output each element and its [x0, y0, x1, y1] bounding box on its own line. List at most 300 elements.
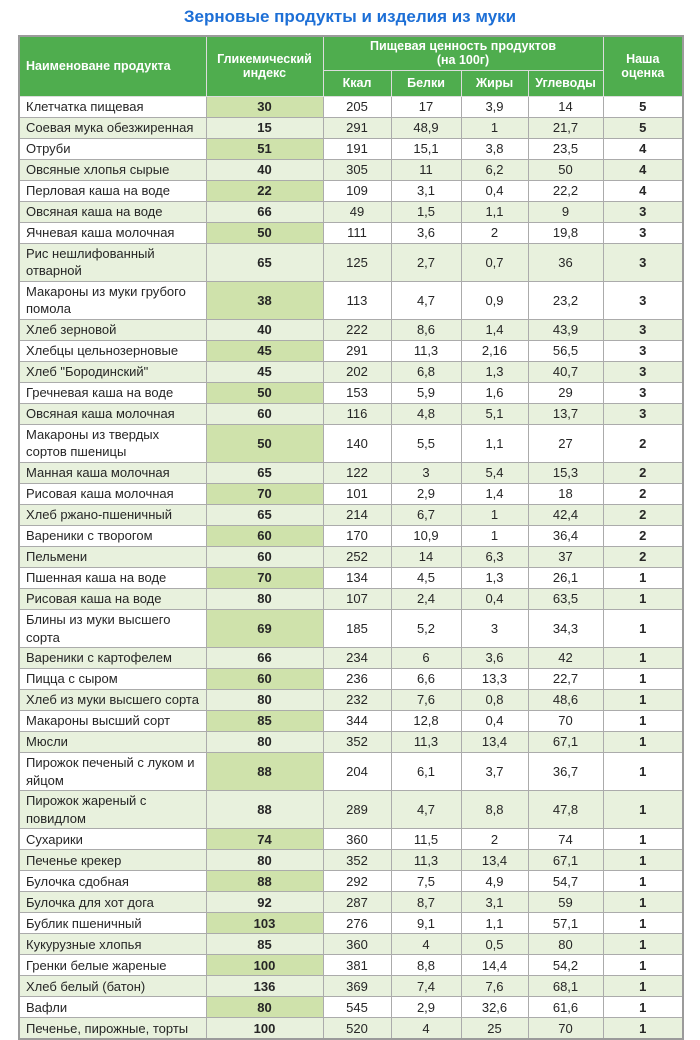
rating-cell: 1: [603, 850, 683, 871]
glycemic-index-cell: 100: [206, 955, 323, 976]
carbs-cell: 50: [528, 159, 603, 180]
carbs-cell: 47,8: [528, 791, 603, 829]
glycemic-index-cell: 45: [206, 361, 323, 382]
product-name-cell: Сухарики: [19, 829, 206, 850]
glycemic-index-cell: 80: [206, 732, 323, 753]
kcal-cell: 352: [323, 850, 391, 871]
table-row: [19, 589, 683, 610]
product-name-cell: Бублик пшеничный: [19, 913, 206, 934]
rating-cell: 1: [603, 791, 683, 829]
table-row: [19, 505, 683, 526]
carbs-cell: 13,7: [528, 403, 603, 424]
table-row: [19, 669, 683, 690]
kcal-cell: 352: [323, 732, 391, 753]
carbs-cell: 42: [528, 648, 603, 669]
rating-cell: 5: [603, 117, 683, 138]
glycemic-index-cell: 92: [206, 892, 323, 913]
carbs-cell: 36: [528, 243, 603, 281]
product-name-cell: Хлеб из муки высшего сорта: [19, 690, 206, 711]
rating-cell: 1: [603, 690, 683, 711]
glycemic-index-cell: 136: [206, 976, 323, 997]
rating-cell: 1: [603, 648, 683, 669]
table-row: [19, 997, 683, 1018]
glycemic-index-cell: 74: [206, 829, 323, 850]
fat-cell: 3,6: [461, 648, 528, 669]
glycemic-index-cell: 22: [206, 180, 323, 201]
table-row: [19, 382, 683, 403]
fat-cell: 0,8: [461, 690, 528, 711]
carbs-cell: 43,9: [528, 319, 603, 340]
kcal-cell: 234: [323, 648, 391, 669]
product-name-cell: Булочка сдобная: [19, 871, 206, 892]
rating-cell: 3: [603, 403, 683, 424]
kcal-cell: 292: [323, 871, 391, 892]
col-header-product: Наименоване продукта: [19, 36, 206, 96]
protein-cell: 7,4: [391, 976, 461, 997]
carbs-cell: 70: [528, 711, 603, 732]
product-name-cell: Печенье, пирожные, торты: [19, 1018, 206, 1040]
col-header-protein: Белки: [391, 70, 461, 96]
table-row: [19, 711, 683, 732]
glycemic-index-cell: 80: [206, 589, 323, 610]
rating-cell: 3: [603, 340, 683, 361]
carbs-cell: 27: [528, 424, 603, 462]
carbs-cell: 36,7: [528, 753, 603, 791]
carbs-cell: 67,1: [528, 850, 603, 871]
protein-cell: 6,8: [391, 361, 461, 382]
kcal-cell: 204: [323, 753, 391, 791]
kcal-cell: 360: [323, 934, 391, 955]
fat-cell: 6,3: [461, 547, 528, 568]
glycemic-index-cell: 50: [206, 382, 323, 403]
protein-cell: 10,9: [391, 526, 461, 547]
kcal-cell: 291: [323, 340, 391, 361]
product-name-cell: Макароны из твердых сортов пшеницы: [19, 424, 206, 462]
product-name-cell: Отруби: [19, 138, 206, 159]
protein-cell: 6: [391, 648, 461, 669]
rating-cell: 1: [603, 589, 683, 610]
glycemic-index-cell: 100: [206, 1018, 323, 1040]
fat-cell: 1,4: [461, 319, 528, 340]
rating-cell: 1: [603, 753, 683, 791]
rating-cell: 1: [603, 976, 683, 997]
rating-cell: 1: [603, 669, 683, 690]
kcal-cell: 116: [323, 403, 391, 424]
glycemic-index-cell: 60: [206, 403, 323, 424]
fat-cell: 32,6: [461, 997, 528, 1018]
fat-cell: 4,9: [461, 871, 528, 892]
kcal-cell: 305: [323, 159, 391, 180]
rating-cell: 1: [603, 997, 683, 1018]
product-name-cell: Пирожок жареный с повидлом: [19, 791, 206, 829]
rating-cell: 1: [603, 610, 683, 648]
protein-cell: 48,9: [391, 117, 461, 138]
table-row: [19, 201, 683, 222]
fat-cell: 6,2: [461, 159, 528, 180]
rating-cell: 1: [603, 711, 683, 732]
kcal-cell: 344: [323, 711, 391, 732]
protein-cell: 8,8: [391, 955, 461, 976]
kcal-cell: 545: [323, 997, 391, 1018]
carbs-cell: 23,5: [528, 138, 603, 159]
protein-cell: 4,7: [391, 791, 461, 829]
rating-cell: 1: [603, 568, 683, 589]
rating-cell: 2: [603, 547, 683, 568]
col-header-rating: Наша оценка: [603, 36, 683, 96]
table-row: [19, 340, 683, 361]
product-name-cell: Соевая мука обезжиренная: [19, 117, 206, 138]
fat-cell: 1,3: [461, 568, 528, 589]
rating-cell: 2: [603, 526, 683, 547]
table-body: [19, 96, 683, 1039]
protein-cell: 9,1: [391, 913, 461, 934]
col-header-kcal: Ккал: [323, 70, 391, 96]
table-row: [19, 361, 683, 382]
product-name-cell: Ячневая каша молочная: [19, 222, 206, 243]
product-name-cell: Гренки белые жареные: [19, 955, 206, 976]
kcal-cell: 214: [323, 505, 391, 526]
kcal-cell: 122: [323, 463, 391, 484]
glycemic-index-cell: 66: [206, 648, 323, 669]
rating-cell: 4: [603, 180, 683, 201]
carbs-cell: 74: [528, 829, 603, 850]
product-name-cell: Хлеб ржано-пшеничный: [19, 505, 206, 526]
fat-cell: 13,4: [461, 850, 528, 871]
fat-cell: 1,4: [461, 484, 528, 505]
glycemic-index-cell: 88: [206, 753, 323, 791]
product-name-cell: Хлеб "Бородинский": [19, 361, 206, 382]
protein-cell: 7,5: [391, 871, 461, 892]
protein-cell: 6,1: [391, 753, 461, 791]
fat-cell: 3,1: [461, 892, 528, 913]
protein-cell: 8,7: [391, 892, 461, 913]
product-name-cell: Гречневая каша на воде: [19, 382, 206, 403]
rating-cell: 3: [603, 361, 683, 382]
fat-cell: 25: [461, 1018, 528, 1040]
kcal-cell: 360: [323, 829, 391, 850]
product-name-cell: Макароны из муки грубого помола: [19, 281, 206, 319]
product-name-cell: Овсяная каша молочная: [19, 403, 206, 424]
glycemic-index-cell: 80: [206, 997, 323, 1018]
protein-cell: 2,7: [391, 243, 461, 281]
protein-cell: 3,1: [391, 180, 461, 201]
protein-cell: 7,6: [391, 690, 461, 711]
kcal-cell: 287: [323, 892, 391, 913]
glycemic-index-cell: 60: [206, 526, 323, 547]
table-header: [19, 36, 683, 96]
kcal-cell: 140: [323, 424, 391, 462]
product-name-cell: Пшенная каша на воде: [19, 568, 206, 589]
fat-cell: 1,3: [461, 361, 528, 382]
glycemic-index-cell: 60: [206, 547, 323, 568]
carbs-cell: 57,1: [528, 913, 603, 934]
kcal-cell: 369: [323, 976, 391, 997]
protein-cell: 4,7: [391, 281, 461, 319]
rating-cell: 1: [603, 913, 683, 934]
rating-cell: 5: [603, 96, 683, 117]
table-row: [19, 732, 683, 753]
protein-cell: 4: [391, 1018, 461, 1040]
carbs-cell: 40,7: [528, 361, 603, 382]
protein-cell: 3: [391, 463, 461, 484]
table-row: [19, 648, 683, 669]
protein-cell: 2,9: [391, 484, 461, 505]
table-row: [19, 526, 683, 547]
rating-cell: 2: [603, 463, 683, 484]
nutrition-group-line2: (на 100г): [436, 53, 490, 68]
table-row: [19, 753, 683, 791]
fat-cell: 3,8: [461, 138, 528, 159]
table-row: [19, 403, 683, 424]
carbs-cell: 36,4: [528, 526, 603, 547]
rating-cell: 1: [603, 934, 683, 955]
rating-cell: 3: [603, 201, 683, 222]
table-row: [19, 138, 683, 159]
table-row: [19, 871, 683, 892]
fat-cell: 5,4: [461, 463, 528, 484]
rating-cell: 1: [603, 732, 683, 753]
protein-cell: 12,8: [391, 711, 461, 732]
glycemic-index-cell: 50: [206, 222, 323, 243]
glycemic-index-cell: 60: [206, 669, 323, 690]
glycemic-index-cell: 65: [206, 463, 323, 484]
glycemic-index-cell: 88: [206, 871, 323, 892]
carbs-cell: 19,8: [528, 222, 603, 243]
carbs-cell: 22,2: [528, 180, 603, 201]
kcal-cell: 153: [323, 382, 391, 403]
fat-cell: 3: [461, 610, 528, 648]
rating-cell: 3: [603, 382, 683, 403]
rating-cell: 3: [603, 281, 683, 319]
kcal-cell: 191: [323, 138, 391, 159]
kcal-cell: 170: [323, 526, 391, 547]
protein-cell: 11: [391, 159, 461, 180]
product-name-cell: Хлебцы цельнозерновые: [19, 340, 206, 361]
fat-cell: 0,7: [461, 243, 528, 281]
carbs-cell: 68,1: [528, 976, 603, 997]
product-name-cell: Вафли: [19, 997, 206, 1018]
fat-cell: 13,4: [461, 732, 528, 753]
carbs-cell: 67,1: [528, 732, 603, 753]
fat-cell: 1,1: [461, 913, 528, 934]
rating-cell: 2: [603, 424, 683, 462]
kcal-cell: 291: [323, 117, 391, 138]
table-row: [19, 913, 683, 934]
col-header-nutrition-group: [323, 36, 603, 70]
table-row: [19, 243, 683, 281]
fat-cell: 0,4: [461, 711, 528, 732]
fat-cell: 1,6: [461, 382, 528, 403]
rating-cell: 2: [603, 505, 683, 526]
product-name-cell: Рисовая каша молочная: [19, 484, 206, 505]
products-table: [18, 35, 684, 1040]
product-name-cell: Хлеб белый (батон): [19, 976, 206, 997]
glycemic-index-cell: 69: [206, 610, 323, 648]
glycemic-index-cell: 50: [206, 424, 323, 462]
kcal-cell: 252: [323, 547, 391, 568]
glycemic-index-cell: 88: [206, 791, 323, 829]
carbs-cell: 18: [528, 484, 603, 505]
kcal-cell: 125: [323, 243, 391, 281]
rating-cell: 1: [603, 871, 683, 892]
kcal-cell: 202: [323, 361, 391, 382]
table-row: [19, 281, 683, 319]
table-row: [19, 117, 683, 138]
rating-cell: 1: [603, 892, 683, 913]
product-name-cell: Вареники с картофелем: [19, 648, 206, 669]
kcal-cell: 185: [323, 610, 391, 648]
product-name-cell: Блины из муки высшего сорта: [19, 610, 206, 648]
glycemic-index-cell: 40: [206, 159, 323, 180]
page-title: Зерновые продукты и изделия из муки: [183, 7, 517, 26]
table-row: [19, 934, 683, 955]
product-name-cell: Кукурузные хлопья: [19, 934, 206, 955]
kcal-cell: 205: [323, 96, 391, 117]
kcal-cell: 113: [323, 281, 391, 319]
fat-cell: 1: [461, 117, 528, 138]
rating-cell: 3: [603, 222, 683, 243]
carbs-cell: 56,5: [528, 340, 603, 361]
rating-cell: 4: [603, 138, 683, 159]
product-name-cell: Манная каша молочная: [19, 463, 206, 484]
product-name-cell: Мюсли: [19, 732, 206, 753]
product-name-cell: Макароны высший сорт: [19, 711, 206, 732]
kcal-cell: 49: [323, 201, 391, 222]
fat-cell: 8,8: [461, 791, 528, 829]
carbs-cell: 14: [528, 96, 603, 117]
product-name-cell: Пирожок печеный с луком и яйцом: [19, 753, 206, 791]
protein-cell: 4,8: [391, 403, 461, 424]
product-name-cell: Перловая каша на воде: [19, 180, 206, 201]
kcal-cell: 520: [323, 1018, 391, 1040]
protein-cell: 6,6: [391, 669, 461, 690]
rating-cell: 1: [603, 955, 683, 976]
carbs-cell: 15,3: [528, 463, 603, 484]
rating-cell: 2: [603, 484, 683, 505]
table-row: [19, 547, 683, 568]
glycemic-index-cell: 30: [206, 96, 323, 117]
fat-cell: 7,6: [461, 976, 528, 997]
glycemic-index-cell: 70: [206, 568, 323, 589]
fat-cell: 1: [461, 526, 528, 547]
carbs-cell: 9: [528, 201, 603, 222]
rating-cell: 3: [603, 319, 683, 340]
glycemic-index-cell: 45: [206, 340, 323, 361]
rating-cell: 1: [603, 1018, 683, 1040]
fat-cell: 2: [461, 222, 528, 243]
carbs-cell: 26,1: [528, 568, 603, 589]
glycemic-index-cell: 103: [206, 913, 323, 934]
col-header-carbs: Углеводы: [528, 70, 603, 96]
kcal-cell: 109: [323, 180, 391, 201]
table-row: [19, 850, 683, 871]
glycemic-index-cell: 80: [206, 850, 323, 871]
table-row: [19, 484, 683, 505]
kcal-cell: 134: [323, 568, 391, 589]
protein-cell: 11,5: [391, 829, 461, 850]
carbs-cell: 54,7: [528, 871, 603, 892]
carbs-cell: 34,3: [528, 610, 603, 648]
table-row: [19, 1018, 683, 1040]
fat-cell: 1: [461, 505, 528, 526]
rating-cell: 1: [603, 829, 683, 850]
fat-cell: 0,4: [461, 589, 528, 610]
glycemic-index-cell: 15: [206, 117, 323, 138]
carbs-cell: 21,7: [528, 117, 603, 138]
glycemic-index-cell: 80: [206, 690, 323, 711]
table-row: [19, 463, 683, 484]
glycemic-index-cell: 85: [206, 711, 323, 732]
carbs-cell: 37: [528, 547, 603, 568]
product-name-cell: Рисовая каша на воде: [19, 589, 206, 610]
protein-cell: 2,4: [391, 589, 461, 610]
table-row: [19, 180, 683, 201]
table-row: [19, 319, 683, 340]
kcal-cell: 101: [323, 484, 391, 505]
protein-cell: 17: [391, 96, 461, 117]
kcal-cell: 111: [323, 222, 391, 243]
table-row: [19, 96, 683, 117]
protein-cell: 2,9: [391, 997, 461, 1018]
protein-cell: 3,6: [391, 222, 461, 243]
carbs-cell: 70: [528, 1018, 603, 1040]
carbs-cell: 42,4: [528, 505, 603, 526]
table-row: [19, 976, 683, 997]
carbs-cell: 22,7: [528, 669, 603, 690]
carbs-cell: 63,5: [528, 589, 603, 610]
protein-cell: 5,9: [391, 382, 461, 403]
fat-cell: 0,9: [461, 281, 528, 319]
glycemic-index-cell: 38: [206, 281, 323, 319]
fat-cell: 1,1: [461, 424, 528, 462]
rating-cell: 3: [603, 243, 683, 281]
nutrition-group-line1: Пищевая ценность продуктов: [369, 39, 557, 53]
fat-cell: 1,1: [461, 201, 528, 222]
fat-cell: 0,5: [461, 934, 528, 955]
carbs-cell: 80: [528, 934, 603, 955]
table-row: [19, 829, 683, 850]
product-name-cell: Пицца с сыром: [19, 669, 206, 690]
carbs-cell: 48,6: [528, 690, 603, 711]
protein-cell: 6,7: [391, 505, 461, 526]
kcal-cell: 236: [323, 669, 391, 690]
fat-cell: 14,4: [461, 955, 528, 976]
table-row: [19, 424, 683, 462]
kcal-cell: 232: [323, 690, 391, 711]
table-row: [19, 222, 683, 243]
fat-cell: 0,4: [461, 180, 528, 201]
col-header-glycemic-index: Гликемический индекс: [206, 36, 323, 96]
protein-cell: 5,2: [391, 610, 461, 648]
protein-cell: 11,3: [391, 850, 461, 871]
carbs-cell: 59: [528, 892, 603, 913]
fat-cell: 2,16: [461, 340, 528, 361]
fat-cell: 5,1: [461, 403, 528, 424]
protein-cell: 11,3: [391, 732, 461, 753]
protein-cell: 11,3: [391, 340, 461, 361]
kcal-cell: 381: [323, 955, 391, 976]
protein-cell: 8,6: [391, 319, 461, 340]
table-row: [19, 610, 683, 648]
glycemic-index-cell: 66: [206, 201, 323, 222]
table-row: [19, 690, 683, 711]
fat-cell: 13,3: [461, 669, 528, 690]
fat-cell: 2: [461, 829, 528, 850]
protein-cell: 1,5: [391, 201, 461, 222]
protein-cell: 15,1: [391, 138, 461, 159]
fat-cell: 3,7: [461, 753, 528, 791]
glycemic-index-cell: 51: [206, 138, 323, 159]
